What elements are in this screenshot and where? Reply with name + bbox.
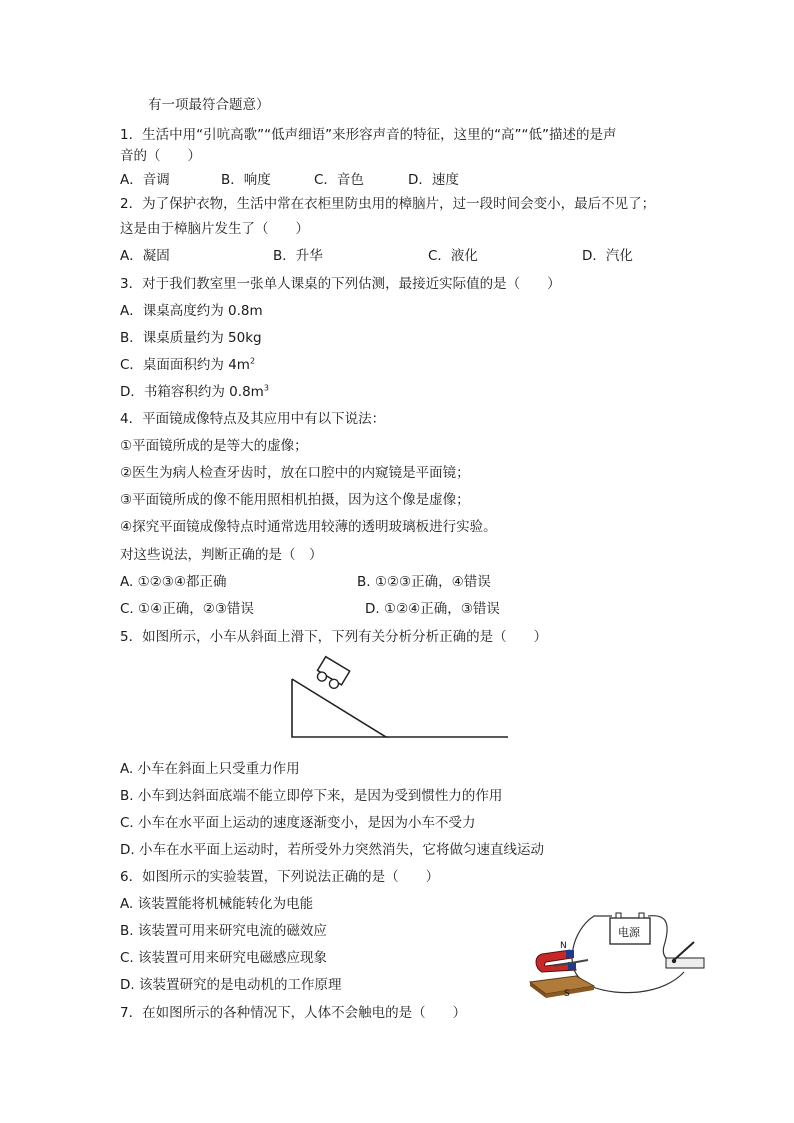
instruction-text: 有一项最符合题意）	[148, 97, 270, 113]
q1-option-c: C．音色	[314, 172, 364, 188]
q5-option-d: D. 小车在水平面上运动时，若所受外力突然消失，它将做匀速直线运动	[120, 842, 544, 858]
q3-option-b: B．课桌质量约为 50kg	[120, 330, 262, 346]
q3-option-d-exponent: 3	[263, 383, 269, 393]
q1-option-d: D．速度	[408, 172, 459, 188]
q6-option-c: C. 该装置可用来研究电磁感应现象	[120, 950, 328, 966]
q2-option-c: C．液化	[428, 248, 478, 264]
q3-option-d-text: D．书箱容积约为 0.8m	[120, 384, 264, 400]
q4-stem: 4．平面镜成像特点及其应用中有以下说法：	[120, 411, 386, 427]
q7-stem: 7．在如图所示的各种情况下，人体不会触电的是（ ）	[120, 1005, 467, 1021]
q1-option-a: A．音调	[120, 172, 170, 188]
power-terminal-left	[616, 913, 621, 918]
q5-option-b: B. 小车到达斜面底端不能立即停下来，是因为受到惯性力的作用	[120, 788, 503, 804]
q4-statement-3: ③平面镜所成的像不能用照相机拍摄，因为这个像是虚像；	[120, 492, 470, 508]
q3-option-d	[120, 383, 269, 401]
q3-option-c-text: C．桌面面积约为 4m	[120, 357, 250, 373]
q2-option-d: D．汽化	[582, 248, 633, 264]
q4-option-b: B. ①②③正确，④错误	[357, 574, 491, 590]
q4-option-a: A. ①②③④都正确	[120, 574, 227, 590]
q4-statement-1: ①平面镜所成的是等大的虚像；	[120, 438, 308, 454]
q1-stem-line1: 1．生活中用“引吭高歌”“低声细语”来形容声音的特征，这里的“高”“低”描述的是声	[120, 127, 617, 143]
q3-stem: 3．对于我们教室里一张单人课桌的下列估测，最接近实际值的是（ ）	[120, 276, 561, 292]
incline-slope	[292, 679, 386, 737]
magnet-s-label: S	[564, 989, 570, 999]
power-terminal-right	[639, 913, 644, 918]
magnet-pole-north	[566, 950, 574, 958]
switch-pivot	[672, 959, 676, 963]
cart	[314, 657, 350, 692]
q3-option-c	[120, 356, 255, 374]
q5-option-c: C. 小车在水平面上运动的速度逐渐变小，是因为小车不受力	[120, 815, 476, 831]
q2-option-b: B．升华	[273, 248, 323, 264]
q6-stem: 6．如图所示的实验装置，下列说法正确的是（ ）	[120, 869, 440, 885]
q4-option-d: D. ①②④正确，③错误	[365, 601, 500, 617]
magnet-n-label: N	[560, 941, 567, 951]
q3-option-c-exponent: 2	[249, 356, 256, 366]
power-source-label: 电源	[618, 926, 640, 939]
q4-question: 对这些说法，判断正确的是（ ）	[120, 547, 323, 563]
wire-left	[572, 916, 612, 980]
q4-statement-2: ②医生为病人检查牙齿时，放在口腔中的内窥镜是平面镜；	[120, 465, 470, 481]
q6-option-b: B. 该装置可用来研究电流的磁效应	[120, 923, 327, 939]
q1-option-b: B．响度	[221, 172, 271, 188]
q2-stem-line1: 2．为了保护衣物，生活中常在衣柜里防虫用的樟脑片，过一段时间会变小，最后不见了；	[120, 196, 656, 212]
q4-statement-4: ④探究平面镜成像特点时通常选用较薄的透明玻璃板进行实验。	[120, 519, 497, 535]
q2-stem-line2: 这是由于樟脑片发生了（ ）	[120, 221, 309, 237]
q4-option-c: C. ①④正确，②③错误	[120, 601, 254, 617]
wire-bottom	[590, 972, 684, 993]
q6-option-d: D. 该装置研究的是电动机的工作原理	[120, 977, 342, 993]
switch-lever	[674, 942, 694, 960]
q5-stem: 5．如图所示，小车从斜面上滑下，下列有关分析分析正确的是（ ）	[120, 629, 548, 645]
electromagnetic-apparatus-figure	[524, 906, 710, 1002]
switch-base	[666, 958, 704, 968]
q5-option-a: A. 小车在斜面上只受重力作用	[120, 761, 300, 777]
q6-option-a: A. 该装置能将机械能转化为电能	[120, 896, 314, 912]
incline-cart-figure	[280, 655, 515, 745]
q2-option-a: A．凝固	[120, 248, 170, 264]
q1-stem-line2: 音的（ ）	[120, 148, 201, 164]
q3-option-a: A．课桌高度约为 0.8m	[120, 303, 263, 319]
